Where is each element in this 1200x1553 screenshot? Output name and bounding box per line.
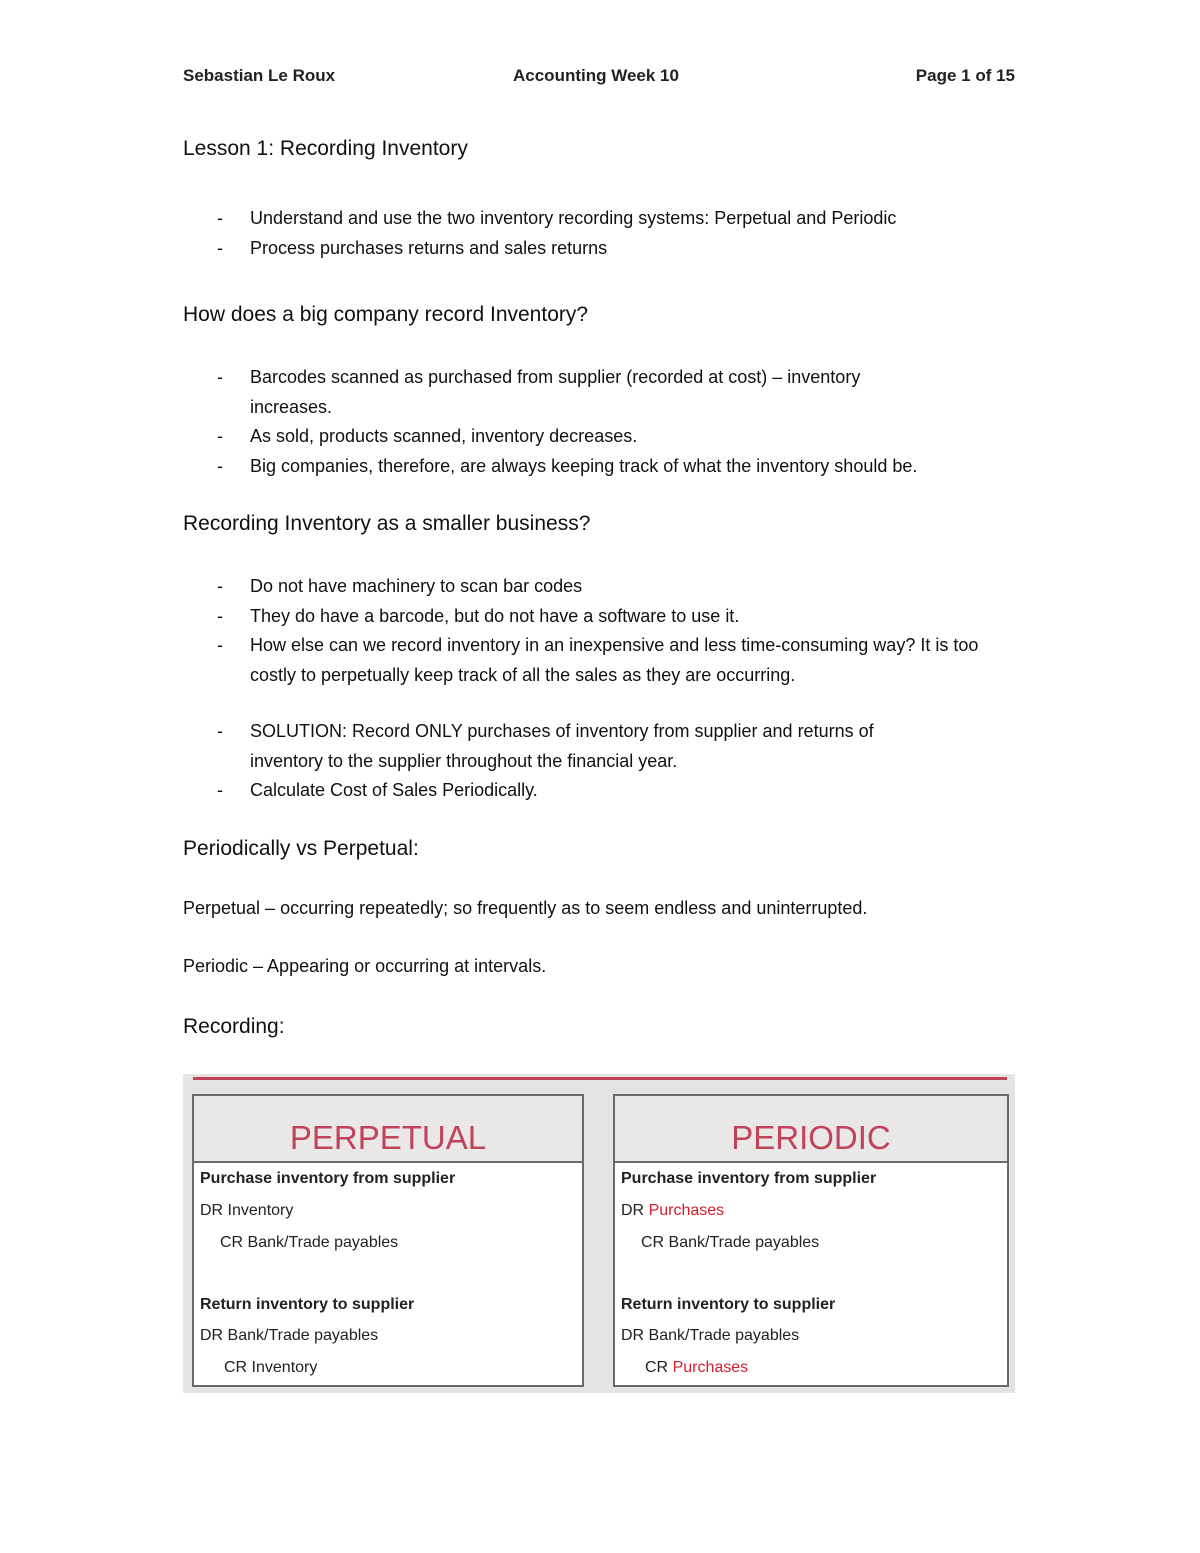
periodic-panel — [613, 1094, 1009, 1387]
list-item: - Understand and use the two inventory recording systems: Perpetual and Periodic — [183, 204, 1023, 234]
periodic-title: PERIODIC — [615, 1096, 1007, 1163]
periodic-purchase-debit — [621, 1202, 724, 1220]
perpetual-definition: Perpetual – occurring repeatedly; so frequently as to seem endless and uninterrupted. — [183, 898, 868, 918]
perpetual-return-debit: DR Bank/Trade payables — [200, 1327, 379, 1344]
list-item: - How else can we record inventory in an inexpensive and less time-consuming way? It is too costly to perpetually keep track of all the sales as they are occurring. — [183, 631, 1023, 690]
perpetual-purchase-credit: CR Bank/Trade payables — [220, 1234, 399, 1251]
perpetual-panel — [192, 1094, 584, 1387]
small-business-heading: Recording Inventory as a smaller business? — [183, 512, 591, 535]
recording-heading: Recording: — [183, 1015, 285, 1038]
list-item: - Barcodes scanned as purchased from supplier (recorded at cost) – inventory increases. — [183, 363, 973, 422]
purchases-account-highlight: Purchases — [672, 1359, 749, 1376]
perpetual-purchase-heading: Purchase inventory from supplier — [200, 1170, 456, 1187]
small-business-list — [183, 572, 1023, 690]
solution-list — [183, 717, 983, 806]
list-item: - As sold, products scanned, inventory decreases. — [183, 422, 973, 452]
comparison-heading: Periodically vs Perpetual: — [183, 837, 419, 860]
debit-prefix: DR — [621, 1202, 649, 1219]
periodic-purchase-heading: Purchase inventory from supplier — [621, 1170, 877, 1187]
header-author: Sebastian Le Roux — [183, 66, 336, 85]
periodic-purchase-credit: CR Bank/Trade payables — [641, 1234, 820, 1251]
list-item: - SOLUTION: Record ONLY purchases of inventory from supplier and returns of inventory to the supplier throughout the financial year. — [183, 717, 983, 776]
lesson-title: Lesson 1: Recording Inventory — [183, 137, 468, 160]
perpetual-title: PERPETUAL — [194, 1096, 582, 1163]
recording-comparison-figure — [183, 1074, 1015, 1393]
perpetual-return-credit: CR Inventory — [224, 1359, 318, 1376]
list-item: - Process purchases returns and sales returns — [183, 234, 1023, 264]
perpetual-return-heading: Return inventory to supplier — [200, 1296, 415, 1313]
accent-rule — [193, 1077, 1007, 1080]
periodic-return-debit: DR Bank/Trade payables — [621, 1327, 800, 1344]
periodic-return-heading: Return inventory to supplier — [621, 1296, 836, 1313]
big-company-list — [183, 363, 973, 481]
perpetual-purchase-debit: DR Inventory — [200, 1202, 294, 1219]
header-page-number: Page 1 of 15 — [915, 66, 1015, 85]
page-header — [183, 66, 1015, 92]
periodic-return-credit — [645, 1359, 748, 1377]
objectives-list — [183, 204, 1023, 263]
purchases-account-highlight: Purchases — [648, 1202, 725, 1219]
list-item: - Big companies, therefore, are always keeping track of what the inventory should be. — [183, 452, 973, 482]
credit-prefix: CR — [645, 1359, 673, 1376]
header-course: Accounting Week 10 — [513, 66, 679, 85]
list-item: - Do not have machinery to scan bar codes — [183, 572, 1023, 602]
list-item: - They do have a barcode, but do not have a software to use it. — [183, 602, 1023, 632]
list-item: - Calculate Cost of Sales Periodically. — [183, 776, 983, 806]
big-company-heading: How does a big company record Inventory? — [183, 303, 589, 326]
periodic-definition: Periodic – Appearing or occurring at intervals. — [183, 956, 547, 976]
